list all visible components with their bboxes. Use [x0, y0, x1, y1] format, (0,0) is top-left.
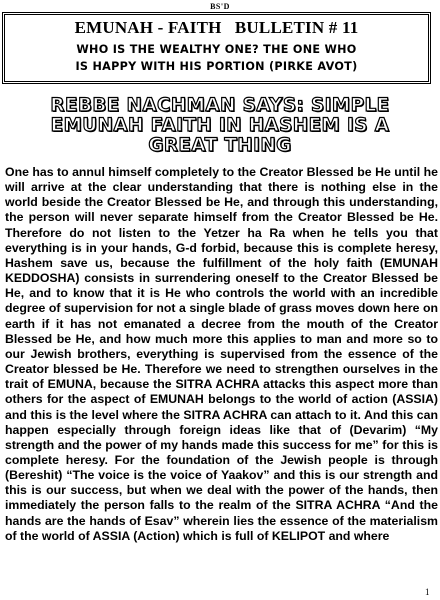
bulletin-header-box — [2, 12, 431, 84]
bulletin-subtitle — [5, 41, 428, 75]
subtitle-line-1: WHO IS THE WEALTHY ONE? THE ONE WHO — [76, 43, 357, 56]
bulletin-title: EMUNAH - FAITH BULLETIN # 11 — [74, 18, 359, 37]
headline-line-1: REBBE NACHMAN SAYS: SIMPLE — [50, 95, 390, 116]
headline-line-2: EMUNAH FAITH IN HASHEM IS A — [50, 115, 390, 136]
subtitle-line-2: IS HAPPY WITH HIS PORTION (PIRKE AVOT) — [75, 60, 358, 73]
article-body: One has to annul himself completely to the Creator Blessed be He until he will arrive at the clear understanding that there is nothing else in the world beside the Creator Blessed be He, and through this understanding, the person will never separate himself from the Creator Blessed be He. Therefore do not listen to the Yetzer ha Ra when he tells you that everything is in your hands, G-d forbid, because this is complete heresy, Hashem save us, because the fulfillment of the holy faith (EMUNAH KEDDOSHA) consists in surrendering oneself to the Creator Blessed be He, and to know that it is He who controls the world with an incredible degree of supervision for not a single blade of grass moves down here on earth if it has not emanated a decree from the mouth of the Creator Blessed be He, and how much more this applies to man and more so to our Jewish brothers, everything is supervised from the essence of the Creator blessed be He. Therefore we need to strengthen ourselves in the trait of EMUNA, because the SITRA ACHRA attacks this aspect more than others for the aspect of EMUNAH belongs to the world of action (ASSIA) and this is the level where the SITRA ACHRA can attach to it. And this can happen especially through foreign ideas like that of (Devarim) “My strength and the power of my hands made this success for me” for this is complete heresy. For the foundation of the Jewish people is through (Bereshit) “The voice is the voice of Yaakov” and this is our strength and this is our success, but when we deal with the power of the hands, then immediately the person falls to the realm of the SITRA ACHRA “And the hands are the hands of Esav” wherein lies the essence of the materialism of the world of ASSIA (Action) which is full of KELIPOT and where — [5, 165, 438, 543]
bsd-header: BS'D — [210, 2, 230, 11]
headline-line-3: GREAT THING — [148, 135, 292, 156]
page-number: 1 — [425, 587, 430, 597]
article-headline — [0, 96, 440, 156]
